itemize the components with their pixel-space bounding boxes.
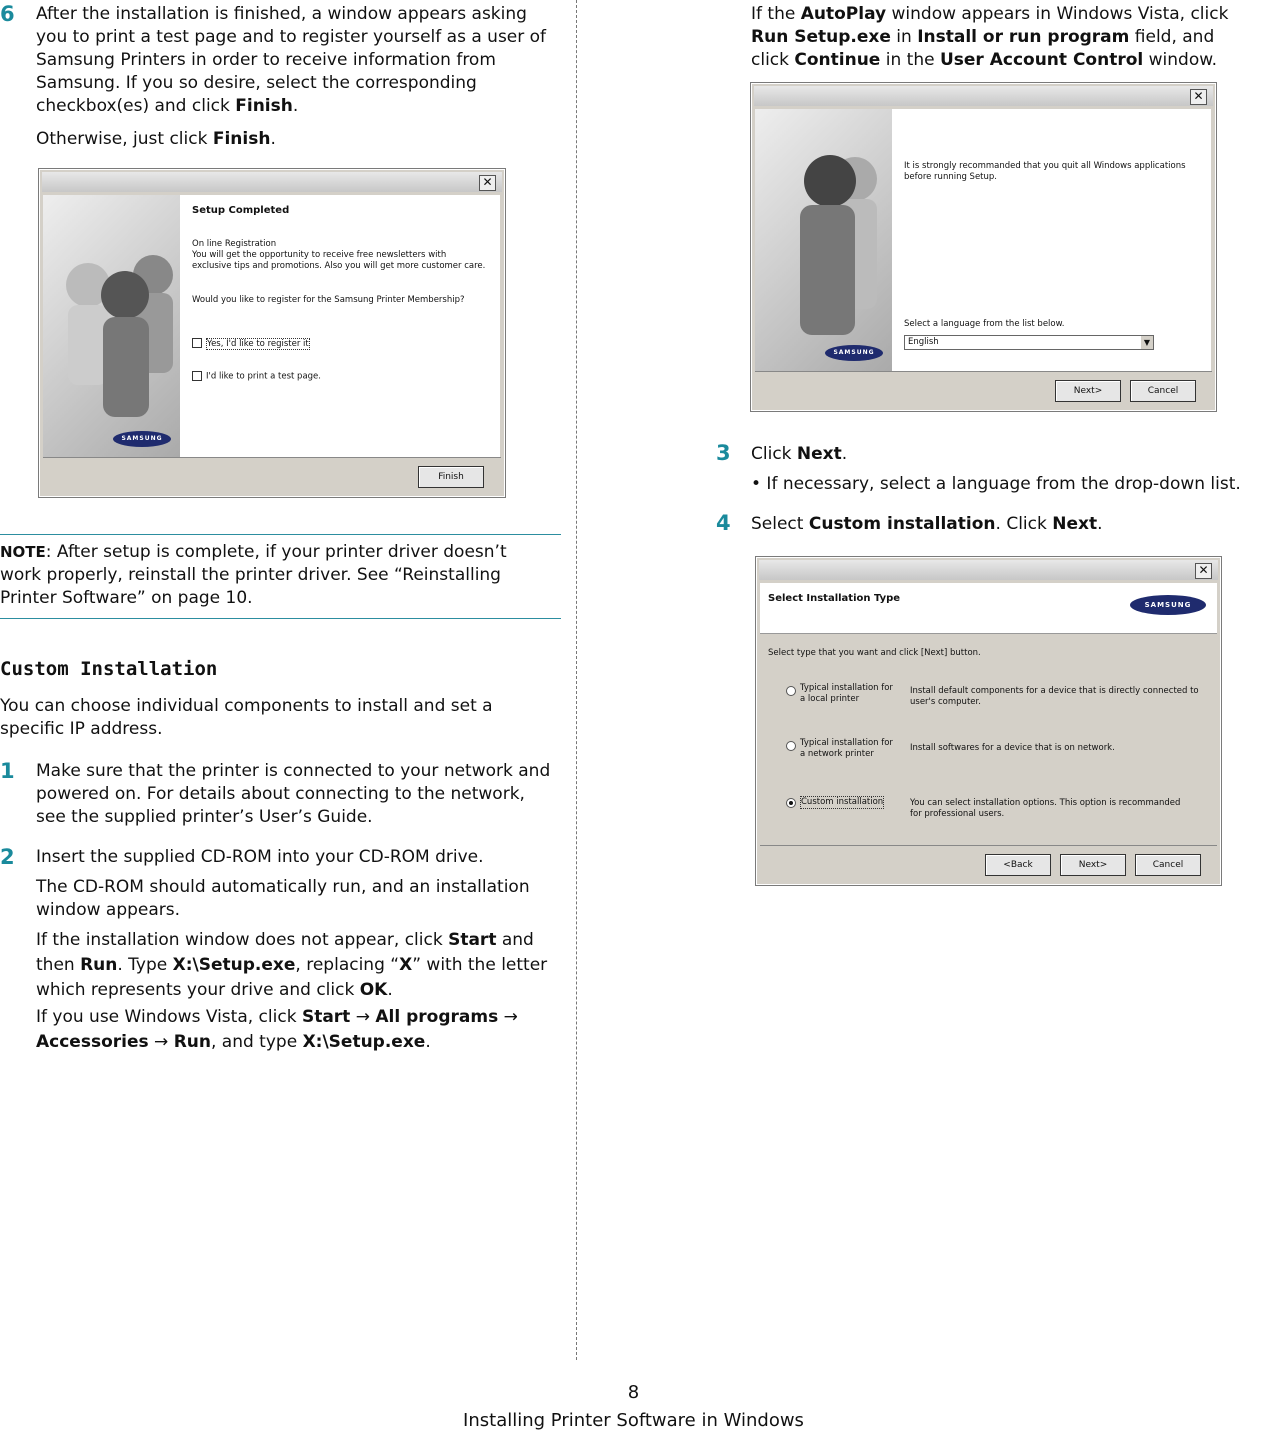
- samsung-logo: SAMSUNG: [113, 431, 171, 447]
- close-icon[interactable]: ✕: [1190, 89, 1207, 105]
- dialog-options-area: [760, 634, 1217, 844]
- registration-heading: On line Registration: [192, 239, 277, 249]
- typical-local-radio[interactable]: [786, 686, 796, 696]
- dialog-footer: [43, 457, 501, 494]
- dialog-body: [180, 195, 500, 457]
- dialog-footer: [755, 371, 1212, 408]
- instruction-text: Select type that you want and click [Next] button.: [768, 648, 981, 658]
- dialog-header: [760, 583, 1217, 634]
- step-6-otherwise: Otherwise, just click Finish.: [36, 129, 276, 149]
- close-icon[interactable]: ✕: [1195, 563, 1212, 579]
- installation-type-dialog: [755, 556, 1222, 886]
- finish-button[interactable]: Finish: [418, 466, 484, 488]
- dialog-titlebar: [42, 172, 502, 192]
- step-1-number: 1: [0, 759, 15, 783]
- column-divider: [576, 0, 577, 1360]
- dialog-side-image: [755, 109, 892, 371]
- dialog-titlebar: [754, 86, 1213, 106]
- language-value: English: [908, 337, 939, 347]
- registration-text: You will get the opportunity to receive free newsletters with exclusive tips and promotions. Also you will get more customer care.: [192, 250, 486, 271]
- dialog-title: Select Installation Type: [768, 593, 901, 604]
- step-4-text: Select Custom installation. Click Next.: [751, 514, 1103, 534]
- register-checkbox[interactable]: [192, 338, 310, 350]
- dialog-footer: [760, 845, 1217, 882]
- step-4-number: 4: [716, 511, 731, 535]
- language-dialog: [750, 82, 1217, 412]
- back-button[interactable]: <Back: [985, 854, 1051, 876]
- language-select[interactable]: [904, 335, 1154, 350]
- step-3-number: 3: [716, 441, 731, 465]
- cancel-button[interactable]: Cancel: [1130, 380, 1196, 402]
- language-label: Select a language from the list below.: [904, 319, 1065, 329]
- dialog-body: [892, 109, 1211, 371]
- typical-local-label: Typical installation for a local printer: [800, 683, 893, 704]
- page-footer-title: Installing Printer Software in Windows: [463, 1410, 804, 1431]
- autoplay-text: If the AutoPlay window appears in Windows Vista, click Run Setup.exe in Install or run program field, and click Continue in the User Account Control window.: [751, 4, 1229, 70]
- custom-intro: You can choose individual components to install and set a specific IP address.: [0, 696, 493, 739]
- typical-local-desc: Install default components for a device that is directly connected to user's computer.: [910, 686, 1199, 707]
- membership-question: Would you like to register for the Samsung Printer Membership?: [192, 295, 465, 305]
- step-2-text: Insert the supplied CD-ROM into your CD-ROM drive.: [36, 847, 484, 867]
- close-icon[interactable]: ✕: [479, 175, 496, 191]
- typical-network-desc: Install softwares for a device that is on network.: [910, 743, 1115, 753]
- typical-network-radio[interactable]: [786, 741, 796, 751]
- custom-installation-desc: You can select installation options. This option is recommanded for professional users.: [910, 798, 1181, 819]
- step-2-manual: If the installation window does not appear, click Start and then Run. Type X:\Setup.exe, replacing “X” with the letter which represents your drive and click OK.: [36, 930, 548, 1000]
- step-2-vista: If you use Windows Vista, click Start → All programs → Accessories → Run, and type X:\Setup.exe.: [36, 1007, 518, 1052]
- people-figures-icon: [755, 109, 892, 371]
- next-button[interactable]: Next>: [1055, 380, 1121, 402]
- checkbox-icon[interactable]: [192, 338, 202, 348]
- custom-installation-radio[interactable]: [786, 798, 796, 808]
- typical-network-label: Typical installation for a network printer: [800, 738, 893, 759]
- note-top-rule: [0, 534, 561, 535]
- samsung-logo: SAMSUNG: [1130, 595, 1206, 615]
- chevron-down-icon[interactable]: ▼: [1141, 336, 1153, 349]
- step-2-autorun: The CD-ROM should automatically run, and an installation window appears.: [36, 877, 530, 920]
- note-bottom-rule: [0, 618, 561, 619]
- page-number: 8: [627, 1382, 640, 1403]
- custom-installation-label: Custom installation: [801, 797, 884, 807]
- test-page-checkbox[interactable]: [192, 371, 321, 383]
- people-figures-icon: [43, 195, 180, 457]
- quit-apps-message: It is strongly recommanded that you quit all Windows applications before running Setup.: [904, 161, 1186, 182]
- dialog-title: Setup Completed: [192, 205, 290, 216]
- dialog-titlebar: [759, 560, 1218, 580]
- step-3-bullet: • If necessary, select a language from the drop-down list.: [751, 474, 1241, 494]
- step-6-number: 6: [0, 2, 15, 26]
- note-text: NOTE: After setup is complete, if your printer driver doesn’t work properly, reinstall the printer driver. See “Reinstalling Printer Software” on page 10.: [0, 542, 507, 608]
- section-heading: Custom Installation: [0, 658, 218, 680]
- test-page-checkbox-label: I'd like to print a test page.: [206, 371, 321, 382]
- step-1-text: Make sure that the printer is connected to your network and powered on. For details about connecting to the network, see the supplied printer’s User’s Guide.: [36, 761, 551, 827]
- cancel-button[interactable]: Cancel: [1135, 854, 1201, 876]
- next-button[interactable]: Next>: [1060, 854, 1126, 876]
- setup-completed-dialog: [38, 168, 506, 498]
- step-2-number: 2: [0, 845, 15, 869]
- step-3-text: Click Next.: [751, 444, 848, 464]
- dialog-side-image: [43, 195, 180, 457]
- register-checkbox-label: Yes, I'd like to register it: [207, 338, 309, 349]
- samsung-logo: SAMSUNG: [825, 345, 883, 361]
- step-6-text: After the installation is finished, a window appears asking you to print a test page and to register yourself as a user of Samsung Printers in order to receive information from Samsung. If you so desire, select the corresponding checkbox(es) and click Finish.: [36, 4, 547, 116]
- checkbox-icon[interactable]: [192, 371, 202, 381]
